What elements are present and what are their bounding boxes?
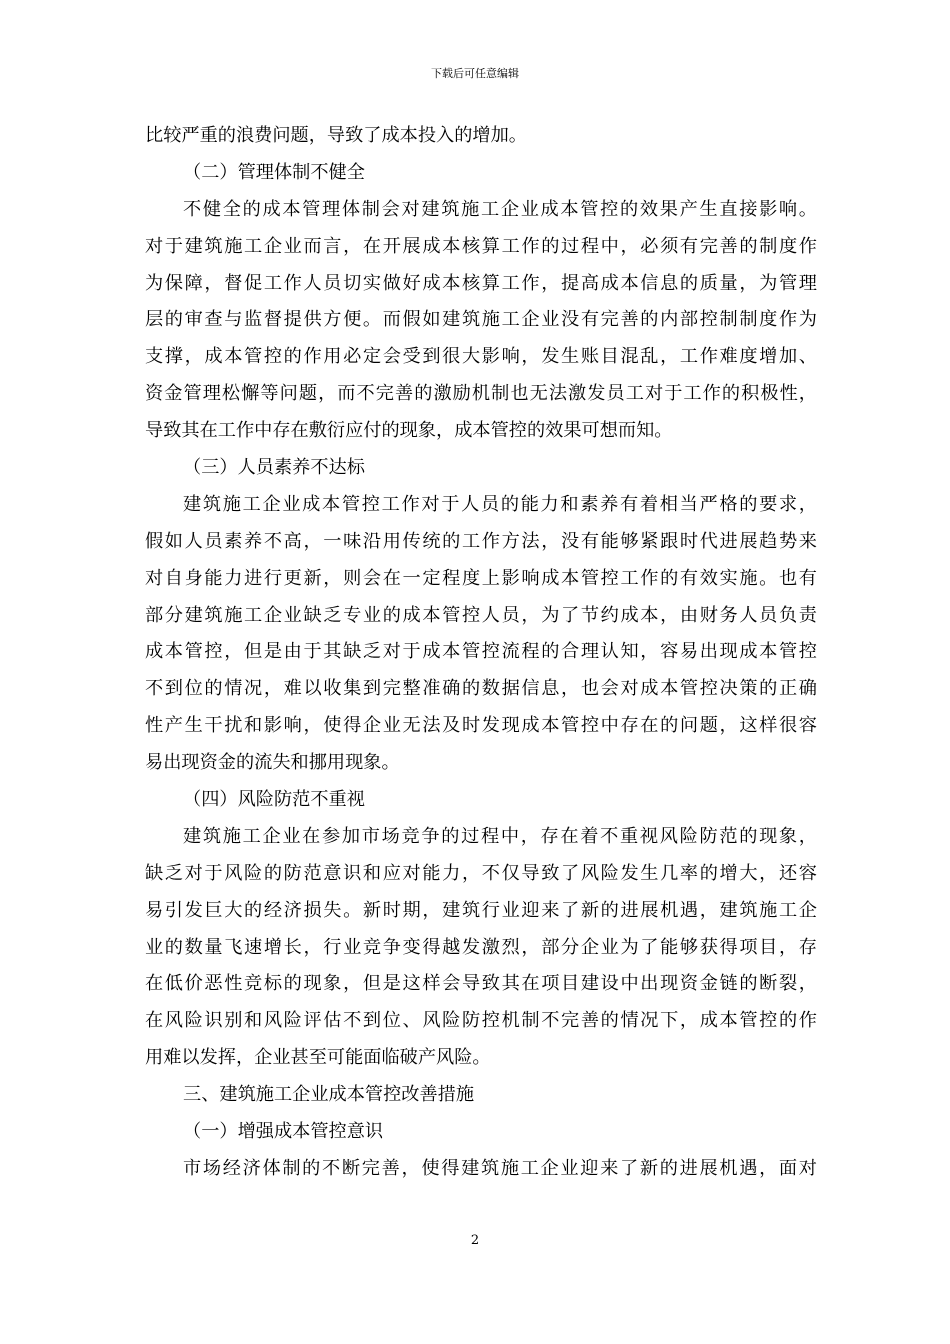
text-line: 在风险识别和风险评估不到位、风险防控机制不完善的情况下，成本管控的作	[145, 1010, 817, 1032]
page-header: 下载后可任意编辑	[431, 67, 519, 80]
section-heading: （四）风险防范不重视	[183, 789, 365, 811]
text-line: 在低价恶性竞标的现象，但是这样会导致其在项目建设中出现资金链的断裂，	[145, 973, 817, 995]
text-line: 支撑，成本管控的作用必定会受到很大影响，发生账目混乱，工作难度增加、	[145, 346, 817, 368]
text-line: 不健全的成本管理体制会对建筑施工企业成本管控的效果产生直接影响。	[183, 198, 817, 220]
section-heading: （三）人员素养不达标	[183, 457, 365, 479]
text-line: 用难以发挥，企业甚至可能面临破产风险。	[145, 1047, 491, 1069]
text-line: 业的数量飞速增长，行业竞争变得越发激烈，部分企业为了能够获得项目，存	[145, 936, 817, 958]
text-line: 部分建筑施工企业缺乏专业的成本管控人员，为了节约成本，由财务人员负责	[145, 604, 817, 626]
text-line: 资金管理松懈等问题，而不完善的激励机制也无法激发员工对于工作的积极性，	[145, 383, 817, 405]
text-line: 为保障，督促工作人员切实做好成本核算工作，提高成本信息的质量，为管理	[145, 272, 817, 294]
text-line: 缺乏对于风险的防范意识和应对能力，不仅导致了风险发生几率的增大，还容	[145, 862, 817, 884]
text-line: 假如人员素养不高，一味沿用传统的工作方法，没有能够紧跟时代进展趋势来	[145, 530, 817, 552]
section-heading: （一）增强成本管控意识	[183, 1121, 384, 1143]
text-line: 成本管控，但是由于其缺乏对于成本管控流程的合理认知，容易出现成本管控	[145, 641, 817, 663]
text-line: 建筑施工企业成本管控工作对于人员的能力和素养有着相当严格的要求，	[183, 493, 817, 515]
text-line: 建筑施工企业在参加市场竞争的过程中，存在着不重视风险防范的现象，	[183, 825, 817, 847]
text-line: 不到位的情况，难以收集到完整准确的数据信息，也会对成本管控决策的正确	[145, 678, 817, 700]
text-line: 对于建筑施工企业而言，在开展成本核算工作的过程中，必须有完善的制度作	[145, 235, 817, 257]
document-body	[145, 118, 817, 1188]
text-line: 对自身能力进行更新，则会在一定程度上影响成本管控工作的有效实施。也有	[145, 567, 817, 589]
section-heading: （二）管理体制不健全	[183, 161, 365, 183]
text-line: 导致其在工作中存在敷衍应付的现象，成本管控的效果可想而知。	[145, 420, 673, 442]
page-number: 2	[470, 1233, 480, 1248]
text-line: 易引发巨大的经济损失。新时期，建筑行业迎来了新的进展机遇，建筑施工企	[145, 899, 817, 921]
text-line: 市场经济体制的不断完善，使得建筑施工企业迎来了新的进展机遇，面对	[183, 1157, 817, 1179]
chapter-heading: 三、建筑施工企业成本管控改善措施	[183, 1084, 475, 1106]
text-line: 性产生干扰和影响，使得企业无法及时发现成本管控中存在的问题，这样很容	[145, 715, 817, 737]
text-line: 比较严重的浪费问题，导致了成本投入的增加。	[145, 125, 527, 146]
text-line: 层的审查与监督提供方便。而假如建筑施工企业没有完善的内部控制制度作为	[145, 309, 817, 331]
text-line: 易出现资金的流失和挪用现象。	[145, 752, 400, 774]
